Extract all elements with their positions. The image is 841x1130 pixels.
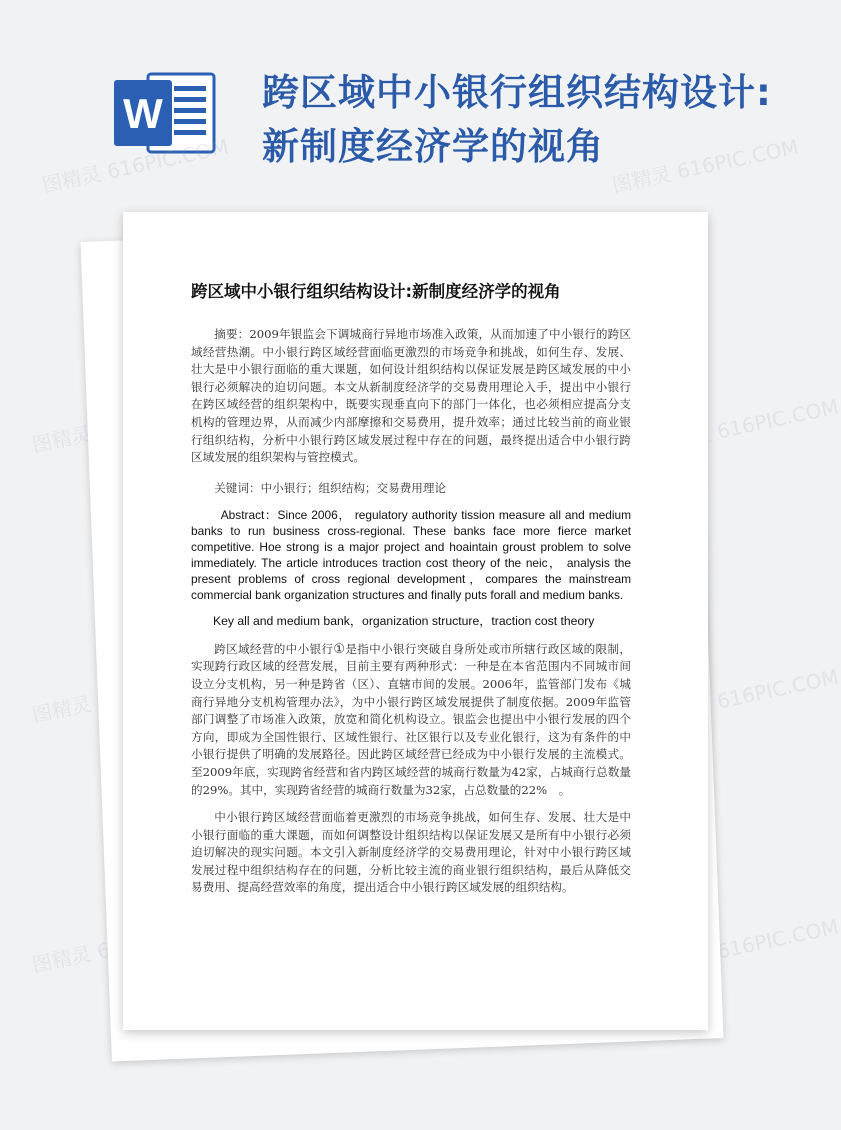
word-document-icon	[112, 70, 217, 156]
body-paragraph-1-rest: 是指中小银行突破自身所处或市所辖行政区域的限制，实现跨行政区域的经营发展，目前主要有两种形式：一种是在本省范围内不同城市间设立分支机构，另一种是跨省（区）、直辖市间的发展。2006年，监管部门发布《城商行异地分支机构管理办法》，为中小银行跨区域发展提供了制度依据。2009年监管部门调整了市场准入政策，放宽和简化机构设立。银监会也提出中小银行发展的四个方向，即成为全国性银行、区域性银行、社区银行以及专业化银行，这为有条件的中小银行提供了明确的发展路径。因此跨区域经营已经成为中小银行发展的主流模式。至2009年底，实现跨省经营和省内跨区域经营的城商行数量为42家，占城商行总数量的29%。其中，实现跨省经营的城商行数量为32家，占总数量的22% 。	[191, 641, 631, 797]
header-title: 跨区域中小银行组织结构设计:新制度经济学的视角	[262, 71, 772, 168]
abstract-cn: 摘要：2009年银监会下调城商行异地市场准入政策，从而加速了中小银行的跨区域经营热潮。中小银行跨区域经营面临更激烈的市场竞争和挑战，如何生存、发展、壮大是中小银行面临的重大课题，如何设计组织结构以保证发展是跨区域发展的中小银行必须解决的迫切问题。本文从新制度经济学的交易费用理论入手，提出中小银行在跨区域经营的组织架构中，既要实现垂直向下的部门一体化，也必须相应提高分支机构的管理边界，从而减少内部摩擦和交易费用，提升效率；通过比较当前的商业银行组织结构，分析中小银行跨区域发展过程中存在的问题，最终提出适合中小银行跨区域发展的组织架构与管控模式。	[191, 327, 631, 465]
body-paragraph-1-start: 跨区域经营的中小银行	[214, 641, 334, 656]
keywords-en: Key all and medium bank，organization structure，traction cost theory	[213, 613, 595, 628]
body-paragraph-1	[191, 641, 631, 799]
abstract-en: Abstract：Since 2006， regulatory authority tission measure all and medium banks to run business cross-regional. These banks face more fierce market competitive. Hoe strong is a major project and hoaintain groust problem to solve immediately. The article introduces traction cost theory of the neic， analysis the present problems of cross regional development，compares the mainstream commercial bank organization structures and finally puts forall and medium banks.	[191, 507, 631, 602]
header	[0, 0, 800, 200]
document-content	[191, 278, 631, 897]
body-paragraph-2: 中小银行跨区域经营面临着更激烈的市场竞争挑战，如何生存、发展、壮大是中小银行面临的重大课题，而如何调整设计组织结构以保证发展又是所有中小银行必须迫切解决的现实问题。本文引入新制度经济学的交易费用理论，针对中小银行跨区域发展过程中组织结构存在的问题，分析比较主流的商业银行组织结构，最后从降低交易费用、提高经营效率的角度，提出适合中小银行跨区域发展的组织结构。	[191, 810, 631, 895]
keywords-cn: 关键词：中小银行；组织结构；交易费用理论	[214, 480, 447, 495]
svg-text:W: W	[123, 90, 163, 137]
document-title: 跨区域中小银行组织结构设计:新制度经济学的视角	[191, 282, 561, 301]
document-page	[123, 212, 708, 1030]
footnote-marker: ①	[333, 641, 346, 657]
